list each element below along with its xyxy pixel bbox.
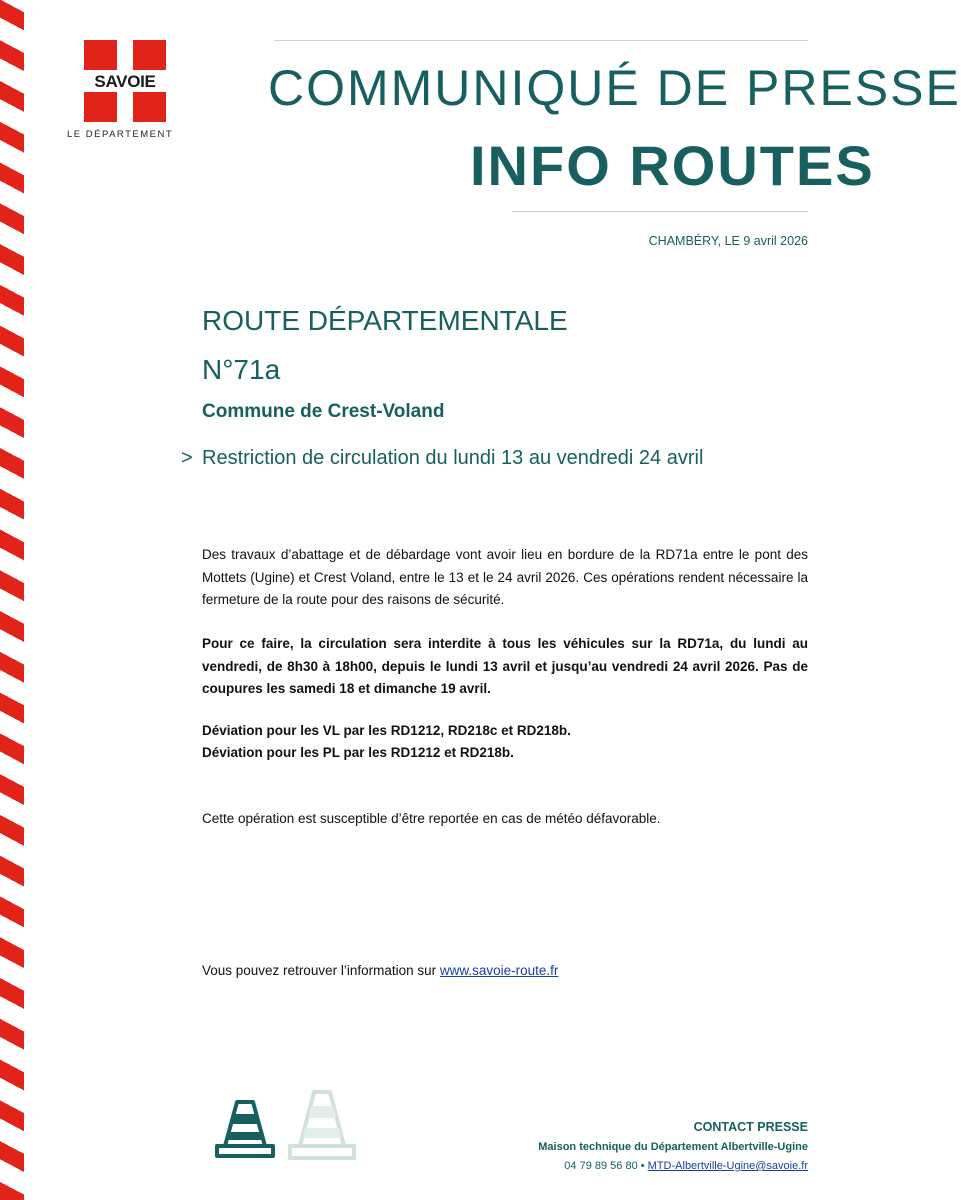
logo-text: SAVOIE [94,72,156,91]
header-communique: COMMUNIQUÉ DE PRESSE [268,60,961,116]
paragraph-weather: Cette opération est susceptible d’être reportée en cas de météo défavorable. [202,811,661,826]
chevron-right-icon: > [181,447,193,469]
header-bottom-rule [512,211,808,212]
dateline: CHAMBÉRY, LE 9 avril 2026 [648,234,808,248]
logo-subtitle: LE DÉPARTEMENT [67,129,174,140]
info-prefix: Vous pouvez retrouver l’information sur [202,963,440,978]
title-route: ROUTE DÉPARTEMENTALE [202,305,568,336]
contact-organisation: Maison technique du Département Albertville-Ugine [538,1141,808,1153]
website-link[interactable]: www.savoie-route.fr [439,963,559,978]
contact-phone: 04 79 89 56 80 [564,1160,638,1172]
title-number: N°71a [202,354,281,385]
header-info-routes: INFO ROUTES [470,134,875,197]
contact-details [440,1160,808,1172]
traffic-cone-faded-icon [284,1088,360,1164]
red-white-side-stripe [0,0,24,1200]
contact-email-link[interactable]: MTD-Albertville-Ugine@savoie.fr [647,1160,808,1172]
header-top-rule [274,40,808,41]
paragraph-intro: Des travaux d’abattage et de débardage vont avoir lieu en bordure de la RD71a entre le pont des Mottets (Ugine) et Crest Voland, entre le 13 et le 24 avril 2026. Ces opérations rendent nécessaire la fermeture de la route pour des raisons de sécurité. [202,547,808,607]
paragraph-closure: Pour ce faire, la circulation sera interdite à tous les véhicules sur la RD71a, du lundi au vendredi, de 8h30 à 18h00, depuis le lundi 13 avril et jusqu’au vendredi 24 avril 2026. Pas de coupures les samedi 18 et dimanche 19 avril. [202,636,808,696]
info-line [202,963,558,978]
contact-title: CONTACT PRESSE [693,1120,808,1134]
contact-separator: • [640,1160,645,1172]
traffic-cone-icon [207,1088,283,1164]
commune-heading: Commune de Crest-Voland [202,401,445,422]
deviation-vl: Déviation pour les VL par les RD1212, RD218c et RD218b. [202,723,571,738]
restriction-heading: Restriction de circulation du lundi 13 au vendredi 24 avril [202,447,704,469]
deviation-pl: Déviation pour les PL par les RD1212 et RD218b. [202,745,514,760]
